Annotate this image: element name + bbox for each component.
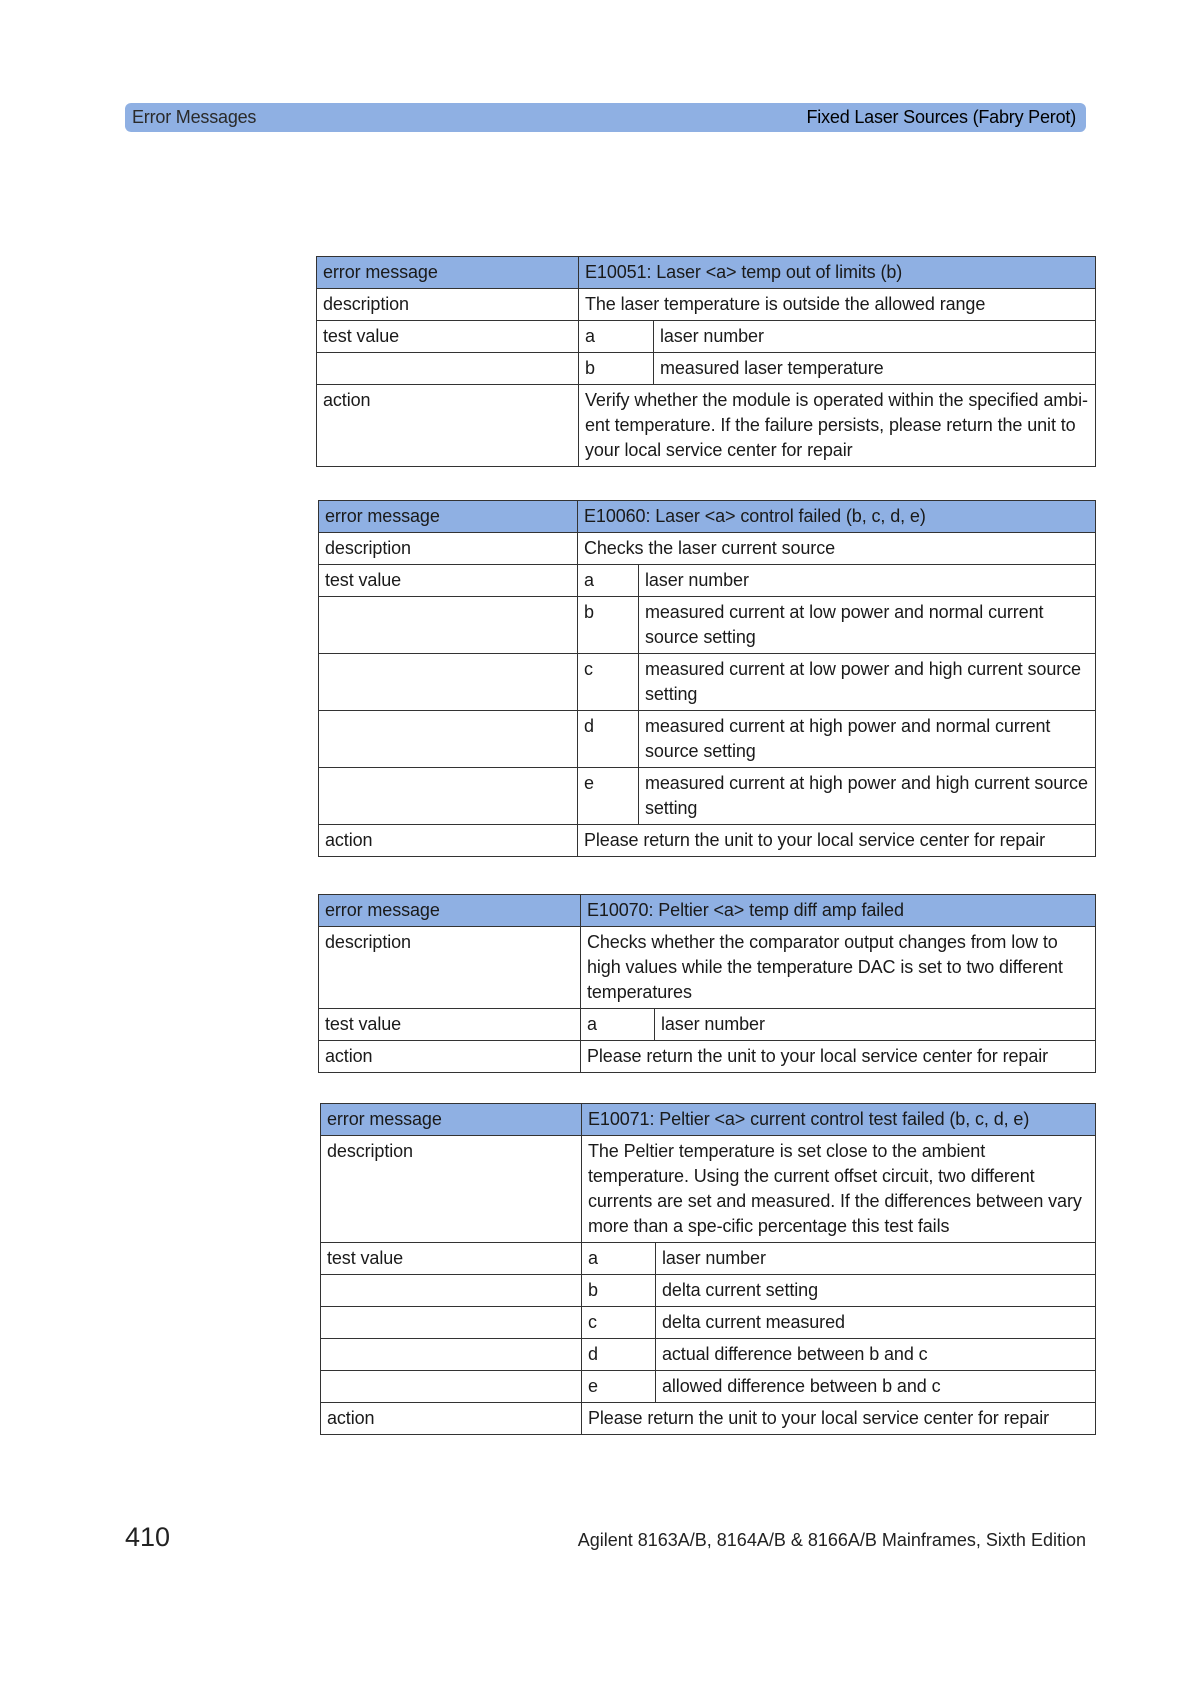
empty-cell [321,1307,582,1339]
description-label: description [319,927,581,1009]
action-label: action [319,1041,581,1073]
error-message-value: E10051: Laser <a> temp out of limits (b) [579,257,1096,289]
test-value-key: b [582,1275,656,1307]
error-message-label: error message [319,895,581,927]
test-value-label: test value [317,321,579,353]
section-title: Error Messages [132,107,257,127]
empty-cell [319,597,578,654]
test-value-key: e [578,768,639,825]
action-value: Verify whether the module is operated within the specified ambi-ent temperature. If the failure persists, please return the unit to your local service center for repair [579,385,1096,467]
empty-cell [317,353,579,385]
test-value-label: test value [319,1009,581,1041]
error-table-e10070 [318,894,1096,1073]
test-value-key: c [578,654,639,711]
test-value-key: d [578,711,639,768]
error-table-e10071 [320,1103,1096,1435]
test-value-desc: allowed difference between b and c [656,1371,1096,1403]
description-value: The laser temperature is outside the allowed range [579,289,1096,321]
empty-cell [319,711,578,768]
error-message-label: error message [319,501,578,533]
description-label: description [317,289,579,321]
test-value-key: a [579,321,654,353]
description-value: Checks the laser current source [578,533,1096,565]
test-value-desc: measured current at high power and high current source setting [639,768,1096,825]
error-table-e10051 [316,256,1096,467]
test-value-desc: actual difference between b and c [656,1339,1096,1371]
error-message-label: error message [317,257,579,289]
test-value-label: test value [321,1243,582,1275]
page-header [125,103,1086,132]
test-value-key: e [582,1371,656,1403]
test-value-desc: laser number [639,565,1096,597]
empty-cell [321,1275,582,1307]
test-value-desc: measured current at high power and normal current source setting [639,711,1096,768]
action-value: Please return the unit to your local service center for repair [581,1041,1096,1073]
error-table-e10060 [318,500,1096,857]
test-value-desc: laser number [655,1009,1096,1041]
test-value-key: b [578,597,639,654]
action-value: Please return the unit to your local service center for repair [582,1403,1096,1435]
test-value-key: c [582,1307,656,1339]
description-label: description [321,1136,582,1243]
page-number: 410 [125,1522,171,1552]
empty-cell [321,1371,582,1403]
description-value: The Peltier temperature is set close to the ambient temperature. Using the current offset circuit, two different currents are set and measured. If the differences between vary more than a spe-cific percentage this test fails [582,1136,1096,1243]
test-value-desc: delta current measured [656,1307,1096,1339]
test-value-key: a [581,1009,655,1041]
test-value-key: a [578,565,639,597]
test-value-desc: measured laser temperature [654,353,1096,385]
test-value-desc: measured current at low power and high current source setting [639,654,1096,711]
test-value-label: test value [319,565,578,597]
action-value: Please return the unit to your local service center for repair [578,825,1096,857]
action-label: action [321,1403,582,1435]
empty-cell [321,1339,582,1371]
empty-cell [319,654,578,711]
action-label: action [317,385,579,467]
test-value-desc: laser number [654,321,1096,353]
test-value-desc: delta current setting [656,1275,1096,1307]
error-message-value: E10070: Peltier <a> temp diff amp failed [581,895,1096,927]
empty-cell [319,768,578,825]
description-label: description [319,533,578,565]
test-value-desc: measured current at low power and normal current source setting [639,597,1096,654]
error-message-label: error message [321,1104,582,1136]
test-value-key: d [582,1339,656,1371]
description-value: Checks whether the comparator output changes from low to high values while the temperature DAC is set to two different temperatures [581,927,1096,1009]
document-title: Agilent 8163A/B, 8164A/B & 8166A/B Mainframes, Sixth Edition [577,1530,1086,1550]
error-message-value: E10060: Laser <a> control failed (b, c, d, e) [578,501,1096,533]
test-value-desc: laser number [656,1243,1096,1275]
chapter-title: Fixed Laser Sources (Fabry Perot) [806,107,1076,127]
test-value-key: a [582,1243,656,1275]
error-message-value: E10071: Peltier <a> current control test failed (b, c, d, e) [582,1104,1096,1136]
test-value-key: b [579,353,654,385]
action-label: action [319,825,578,857]
